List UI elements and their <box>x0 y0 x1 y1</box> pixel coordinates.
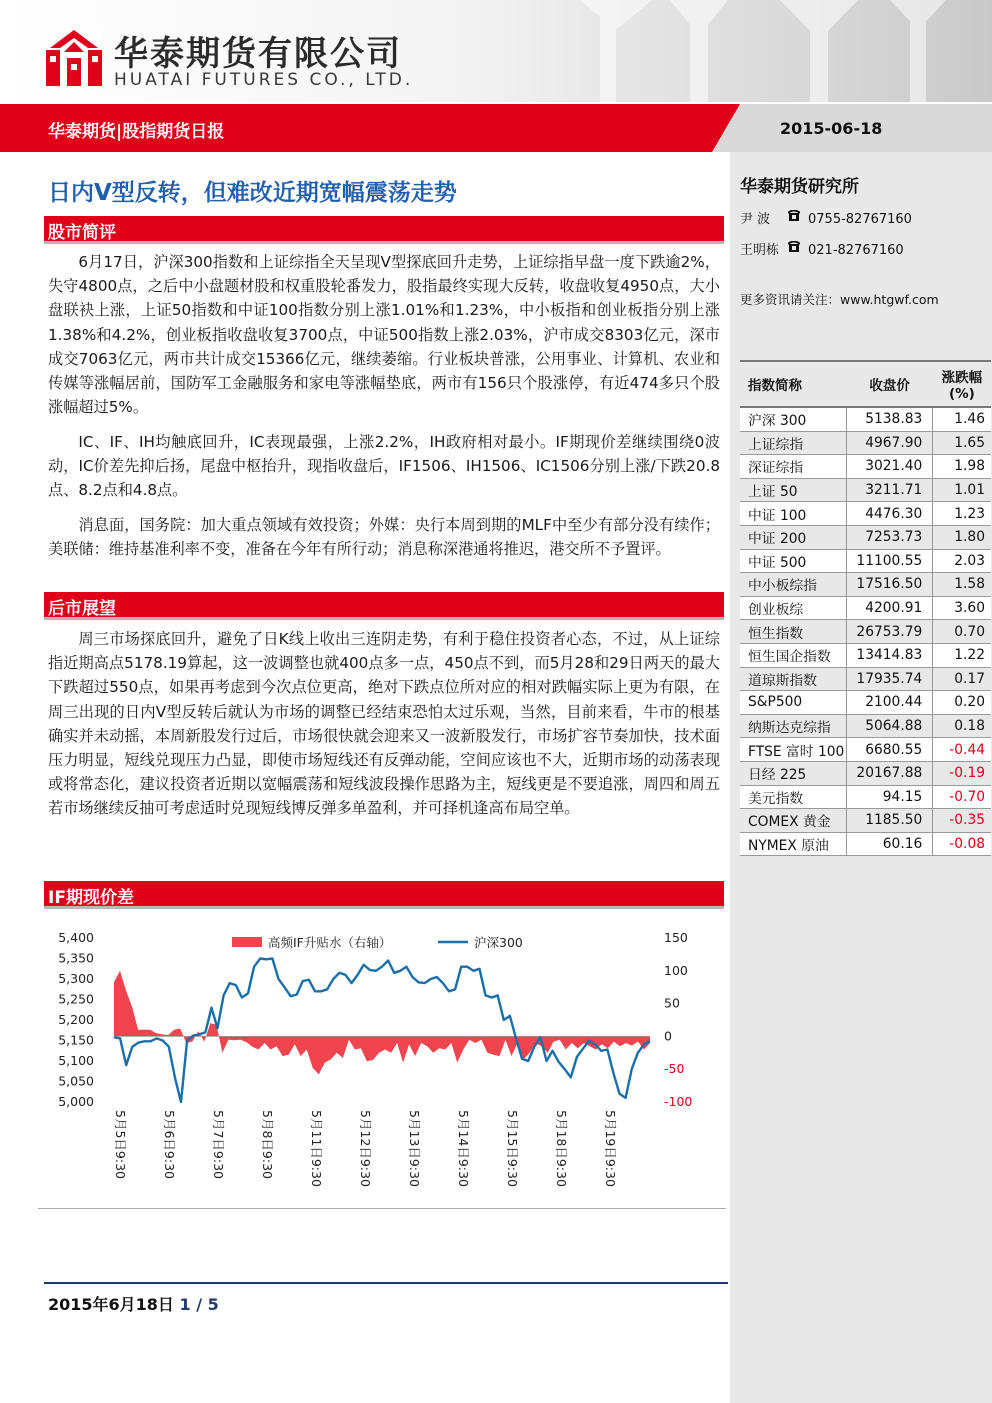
table-row <box>740 714 991 738</box>
index-close: 11100.55 <box>846 549 932 573</box>
index-close: 3021.40 <box>846 455 932 479</box>
table-row <box>740 738 991 762</box>
series-line <box>114 959 650 1103</box>
x-tick-label: 5月18日9:30 <box>554 1110 569 1187</box>
index-close: 20167.88 <box>846 761 932 785</box>
index-change: 0.17 <box>933 667 991 691</box>
x-axis <box>113 1110 618 1187</box>
huatai-logo <box>46 30 102 86</box>
legend-label: 高频IF升贴水（右轴） <box>268 935 392 950</box>
section-header-market-review <box>44 216 724 244</box>
contact-name: 王明栋 <box>740 243 780 258</box>
y-left-tick-label: 5,000 <box>58 1094 94 1109</box>
contact-phone: 021-82767160 <box>808 243 904 258</box>
index-name: 深证综指 <box>740 455 846 479</box>
y-right-tick-label: 50 <box>664 995 680 1011</box>
institute-name: 华泰期货研究所 <box>740 177 859 197</box>
index-close: 4476.30 <box>846 502 932 526</box>
index-change: -0.08 <box>933 832 991 856</box>
contact-row <box>740 208 912 227</box>
index-change: 0.70 <box>933 620 991 644</box>
column-header: 指数简称 <box>740 361 846 407</box>
y-left-tick-label: 5,350 <box>58 950 94 966</box>
index-close: 60.16 <box>846 832 932 856</box>
index-name: FTSE 富时 100 <box>740 738 846 762</box>
index-close: 4200.91 <box>846 596 932 620</box>
table-row <box>740 667 991 691</box>
index-name: 纳斯达克综指 <box>740 714 846 738</box>
y-right-tick-label: 100 <box>664 962 688 978</box>
index-close: 5064.88 <box>846 714 932 738</box>
index-name: NYMEX 原油 <box>740 832 846 856</box>
column-header: 收盘价 <box>846 361 932 407</box>
y-axis-right <box>664 930 692 1109</box>
table-row <box>740 431 991 455</box>
index-name: 中证 500 <box>740 549 846 573</box>
index-change: 0.18 <box>933 714 991 738</box>
section-header-spread <box>44 881 724 909</box>
table-row <box>740 832 991 856</box>
index-change: -0.44 <box>933 738 991 762</box>
y-axis-left <box>58 930 94 1109</box>
y-left-tick-label: 5,200 <box>58 1012 94 1027</box>
section-title: 股市简评 <box>48 223 116 243</box>
x-tick-label: 5月13日9:30 <box>407 1110 422 1187</box>
index-table-body <box>740 407 991 856</box>
x-tick-label: 5月19日9:30 <box>603 1110 618 1187</box>
footer <box>48 1292 219 1315</box>
index-name: 恒生指数 <box>740 620 846 644</box>
paragraph: IC、IF、IH均触底回升，IC表现最强，上涨2.2%，IH政府相对最小。IF期现价差继续围绕0波动，IC价差先抑后扬，尾盘中枢抬升，现指收盘后，IF1506、IH1506、IC1506分别上涨/下跌20.8点、8.2点和4.8点。 <box>48 433 720 500</box>
index-name: 恒生国企指数 <box>740 643 846 667</box>
paragraph: 周三市场探底回升，避免了日K线上收出三连阴走势，有利于稳住投资者心态，不过，从上证综指近期高点5178.19算起，这一波调整也就400点多一点，450点不到，而5月28和29日两天的最大下跌超过550点，如果再考虑到今次点位更高，绝对下跌点位所对应的相对跌幅实际上更为有限，在周三出现的日内V型反转后就认为市场的调整已经结束恐怕太过乐观，当然，目前来看，牛市的根基确实并未动摇，本周新股发行过后，市场很快就会迎来又一波新股发行，市场扩容节奏加快，技术面压力明显，短线兑现压力凸显，即使市场短线还有反弹动能，空间应该也不大，近期市场的动荡表现或将常态化，建议投资者近期以宽幅震荡和短线波段操作思路为主，短线更是不要追涨，周四和周五若市场继续反抽可考虑适时兑现短线博反弹多单盈利，并可择机逢高布局空单。 <box>48 630 720 818</box>
table-row <box>740 785 991 809</box>
section-title: IF期现价差 <box>48 888 134 908</box>
table-row <box>740 809 991 833</box>
index-name: 美元指数 <box>740 785 846 809</box>
contact-name: 尹 波 <box>740 212 771 227</box>
index-name: 上证 50 <box>740 478 846 502</box>
y-left-tick-label: 5,400 <box>58 930 94 945</box>
table-row <box>740 761 991 785</box>
more-info-link[interactable]: 更多资讯请关注：www.htgwf.com <box>740 292 939 307</box>
if-spread-chart <box>38 920 726 1210</box>
index-change: -0.70 <box>933 785 991 809</box>
company-name-en: HUATAI FUTURES CO., LTD. <box>114 70 414 90</box>
index-name: 创业板综 <box>740 596 846 620</box>
index-name: S&P500 <box>740 691 846 715</box>
index-change: 2.03 <box>933 549 991 573</box>
table-row <box>740 643 991 667</box>
section-title: 后市展望 <box>48 599 116 619</box>
table-header-row <box>740 361 991 407</box>
index-name: 上证综指 <box>740 431 846 455</box>
section-header-outlook <box>44 592 724 620</box>
table-row <box>740 620 991 644</box>
x-tick-label: 5月7日9:30 <box>211 1110 226 1179</box>
index-change: 1.23 <box>933 502 991 526</box>
index-change: 1.58 <box>933 573 991 597</box>
company-name-cn: 华泰期货有限公司 <box>114 34 402 74</box>
table-row <box>740 407 991 431</box>
index-change: 1.01 <box>933 478 991 502</box>
index-close: 3211.71 <box>846 478 932 502</box>
index-close: 5138.83 <box>846 407 932 431</box>
index-close: 17935.74 <box>846 667 932 691</box>
chart-bottom-border <box>38 1208 726 1209</box>
y-right-tick-label: -50 <box>664 1061 685 1077</box>
index-change: 1.65 <box>933 431 991 455</box>
page-number: 1 / 5 <box>179 1295 219 1314</box>
phone-icon <box>788 210 800 221</box>
table-row <box>740 549 991 573</box>
x-tick-label: 5月14日9:30 <box>456 1110 471 1187</box>
index-close: 94.15 <box>846 785 932 809</box>
footer-date: 2015年6月18日 <box>48 1295 174 1314</box>
line-series-path <box>114 959 650 1103</box>
y-left-tick-label: 5,050 <box>58 1073 94 1089</box>
index-name: 中证 200 <box>740 525 846 549</box>
index-close: 1185.50 <box>846 809 932 833</box>
x-tick-label: 5月15日9:30 <box>505 1110 520 1187</box>
index-close: 2100.44 <box>846 691 932 715</box>
column-header: 涨跌幅 (%) <box>933 361 991 407</box>
table-row <box>740 525 991 549</box>
header-decoration <box>560 0 992 102</box>
y-right-tick-label: 0 <box>664 1028 672 1044</box>
phone-icon <box>788 241 800 252</box>
index-name: 日经 225 <box>740 761 846 785</box>
index-name: COMEX 黄金 <box>740 809 846 833</box>
y-left-tick-label: 5,300 <box>58 971 94 986</box>
x-tick-label: 5月11日9:30 <box>309 1110 324 1187</box>
index-close: 26753.79 <box>846 620 932 644</box>
table-row <box>740 596 991 620</box>
y-right-tick-label: 150 <box>664 930 688 945</box>
y-left-tick-label: 5,100 <box>58 1053 94 1068</box>
index-change: -0.35 <box>933 809 991 833</box>
contact-phone: 0755-82767160 <box>808 212 912 227</box>
index-change: -0.19 <box>933 761 991 785</box>
report-type-title: 华泰期货|股指期货日报 <box>48 122 225 142</box>
footer-rule <box>44 1282 728 1284</box>
x-tick-label: 5月8日9:30 <box>260 1110 275 1179</box>
table-row <box>740 573 991 597</box>
chart-legend <box>232 935 523 950</box>
index-name: 中小板综指 <box>740 573 846 597</box>
y-right-tick-label: -100 <box>664 1094 693 1109</box>
x-tick-label: 5月12日9:30 <box>358 1110 373 1187</box>
y-left-tick-label: 5,250 <box>58 991 94 1007</box>
table-row <box>740 502 991 526</box>
report-date: 2015-06-18 <box>780 119 883 138</box>
index-name: 沪深 300 <box>740 407 846 431</box>
index-close: 13414.83 <box>846 643 932 667</box>
index-close: 6680.55 <box>846 738 932 762</box>
index-change: 1.22 <box>933 643 991 667</box>
series-area <box>114 971 650 1075</box>
index-name: 中证 100 <box>740 502 846 526</box>
x-tick-label: 5月6日9:30 <box>162 1110 177 1179</box>
index-table <box>740 360 991 856</box>
table-row <box>740 478 991 502</box>
index-close: 17516.50 <box>846 573 932 597</box>
index-change: 1.98 <box>933 455 991 479</box>
y-left-tick-label: 5,150 <box>58 1032 94 1048</box>
contact-row <box>740 239 904 258</box>
legend-swatch-area <box>232 937 262 947</box>
table-row <box>740 455 991 479</box>
x-tick-label: 5月5日9:30 <box>113 1110 128 1179</box>
index-change: 1.46 <box>933 407 991 431</box>
index-close: 7253.73 <box>846 525 932 549</box>
table-row <box>740 691 991 715</box>
paragraph: 6月17日，沪深300指数和上证综指全天呈现V型探底回升走势，上证综指早盘一度下跌逾2%，失守4800点，之后中小盘题材股和权重股轮番发力，股指最终实现大反转，收盘收复4950点，大小盘联袂上涨，上证50指数和中证100指数分别上涨1.01%和1.23%，中小板指和创业板指分别上涨1.38%和4.2%，创业板指收盘收复3700点，中证500指数上涨2.03%，沪市成交8303亿元，深市成交7063亿元，两市共计成交15366亿元，继续萎缩。行业板块普涨，公用事业、计算机、农业和传媒等涨幅居前，国防军工金融服务和家电等涨幅垫底，两市有156只个股涨停，有近474多只个股涨幅超过5%。 <box>48 253 720 417</box>
index-change: 1.80 <box>933 525 991 549</box>
report-headline: 日内V型反转，但难改近期宽幅震荡走势 <box>48 180 457 206</box>
paragraph: 消息面，国务院：加大重点领域有效投资；外媒：央行本周到期的MLF中至少有部分没有续作；美联储：维持基准利率不变，准备在今年有所行动；消息称深港通将推迟，港交所不予置评。 <box>48 516 720 559</box>
index-change: 3.60 <box>933 596 991 620</box>
index-change: 0.20 <box>933 691 991 715</box>
index-name: 道琼斯指数 <box>740 667 846 691</box>
legend-label: 沪深300 <box>474 935 523 950</box>
index-close: 4967.90 <box>846 431 932 455</box>
area-series-fill <box>114 971 650 1075</box>
